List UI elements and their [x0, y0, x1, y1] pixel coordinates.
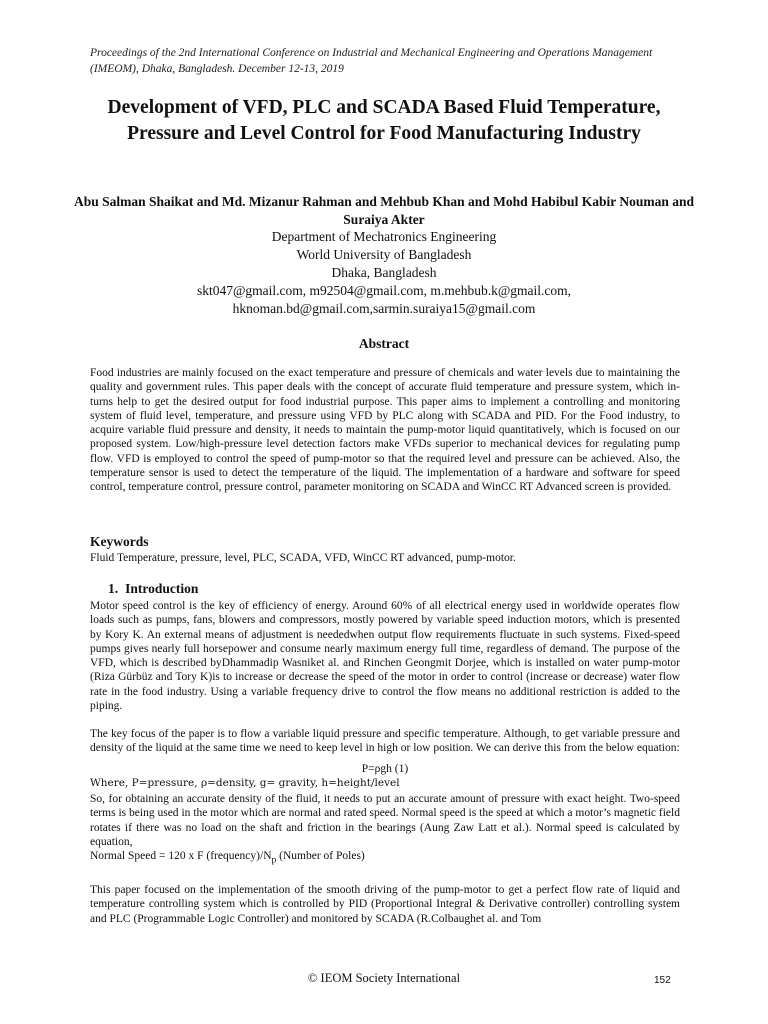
footer-copyright: © IEOM Society International — [307, 971, 461, 985]
intro-paragraph-4: This paper focused on the implementation of the smooth driving of the pump-motor to get a perfect flow rate of liquid and temperature controlling system which is controlled by PID (Proportional Integral & Derivative controller) controlling system and PLC (Programmable Logic Controller) and monitored by SCADA (R.Colbaughet al. and Tom — [90, 884, 680, 925]
abstract-paragraph: Food industries are mainly focused on the exact temperature and pressure of chemicals and water levels due to maintaining the quality and government rules. This paper deals with the concept of accurate fluid temperature and pressure system, which in-turns help to get the desired output for food industrial purpose. This paper aims to implement a controlling and monitoring system of fluid level, temperature, and pressure using VFD by PLC along with SCADA and PID. For the Food industry, to acquire variable fluid pressure and density, it needs to maintain the pump-motor liquid quantitatively, which is focused on our proposed system. Low/high-pressure level detection factors make VFDs superior to mechanical devices for regulating pump flow. VFD is employed to control the speed of pump-motor so that the required level and pressure can be achieved. Also, the temperature sensor is used to detect the temperature of the liquid. The implementation of a hardware and software for speed control, temperature control, pressure control, parameter monitoring on SCADA and WinCC RT Advanced screen is provided. — [90, 367, 680, 494]
paper-title: Development of VFD, PLC and SCADA Based Fluid Temperature, Pressure and Level Control for Food Manufacturing Industry — [107, 97, 661, 144]
proceedings-header: Proceedings of the 2nd International Conference on Industrial and Mechanical Engineering and Operations Management (IMEOM), Dhaka, Bangladesh. December 12-13, 2019 — [90, 47, 653, 75]
keywords-heading: Keywords — [90, 534, 149, 549]
intro-paragraph-2: The key focus of the paper is to flow a variable liquid pressure and specific temperature. Although, to get variable pressure and density of the liquid at the same time we need to keep level in high or low position. We can derive this from the below equation: — [90, 728, 680, 755]
abstract-heading: Abstract — [358, 336, 410, 351]
intro-paragraph-3-text: So, for obtaining an accurate density of the fluid, it needs to put an accurate amount of pressure with exact height. Two-speed terms is being used in the motor which are normal and rated speed. Normal speed is the speed at which a motor’s magnetic field rotates if there was no load on the shaft and friction in the bearings (Aung Zaw Latt et al.). Normal speed is calculated by equation, — [90, 793, 680, 848]
equation-variables: Where, P=pressure, ρ=density, g= gravity, h=height/level — [90, 777, 400, 789]
affiliation-block — [70, 228, 698, 318]
intro-paragraph-3 — [90, 792, 680, 868]
university: World University of Bangladesh — [296, 247, 472, 262]
formula-suffix: (Number of Poles) — [276, 850, 365, 863]
introduction-heading — [108, 580, 198, 598]
formula-subscript: p — [271, 854, 277, 866]
page-number: 152 — [654, 975, 671, 986]
intro-paragraph-1: Motor speed control is the key of efficiency of energy. Around 60% of all electrical energy used in worldwide operates flow loads such as pumps, fans, blowers and compressors, mostly powered by variable speed induction motors, which is presented by Kory K. An external means of adjustment is neededwhen output flow requirements fluctuate in such systems. Fixed-speed pumps gives nearly full horsepower and consume nearly maximum energy full time, regardless of demand. The purpose of the VFD, which is described byDhammadip Wasniket al. and Rinchen Geongmit Dorjee, which is installed on water pump-motor (Riza Gürbüz and Tory K)is to increase or decrease the speed of the motor in order to control (increase or decrease) water flow rate in the food industry. Using a variable frequency drive to control the flow means no additional restriction is added to the piping. — [90, 600, 680, 713]
section-number: 1. — [108, 581, 119, 596]
emails-line-2: hknoman.bd@gmail.com,sarmin.suraiya15@gmail.com — [232, 301, 536, 316]
section-title: Introduction — [125, 581, 199, 596]
equation-1: P=ρgh (1) — [361, 763, 409, 775]
formula-prefix: Normal Speed = 120 x F (frequency)/N — [90, 850, 272, 863]
author-list: Abu Salman Shaikat and Md. Mizanur Rahman and Mehbub Khan and Mohd Habibul Kabir Nouman and Suraiya Akter — [74, 194, 694, 227]
normal-speed-formula — [90, 849, 680, 868]
location: Dhaka, Bangladesh — [331, 265, 437, 280]
emails-line-1: skt047@gmail.com, m92504@gmail.com, m.mehbub.k@gmail.com, — [196, 283, 571, 298]
keywords-text: Fluid Temperature, pressure, level, PLC, SCADA, VFD, WinCC RT advanced, pump-motor. — [90, 552, 516, 564]
department: Department of Mechatronics Engineering — [271, 229, 497, 244]
